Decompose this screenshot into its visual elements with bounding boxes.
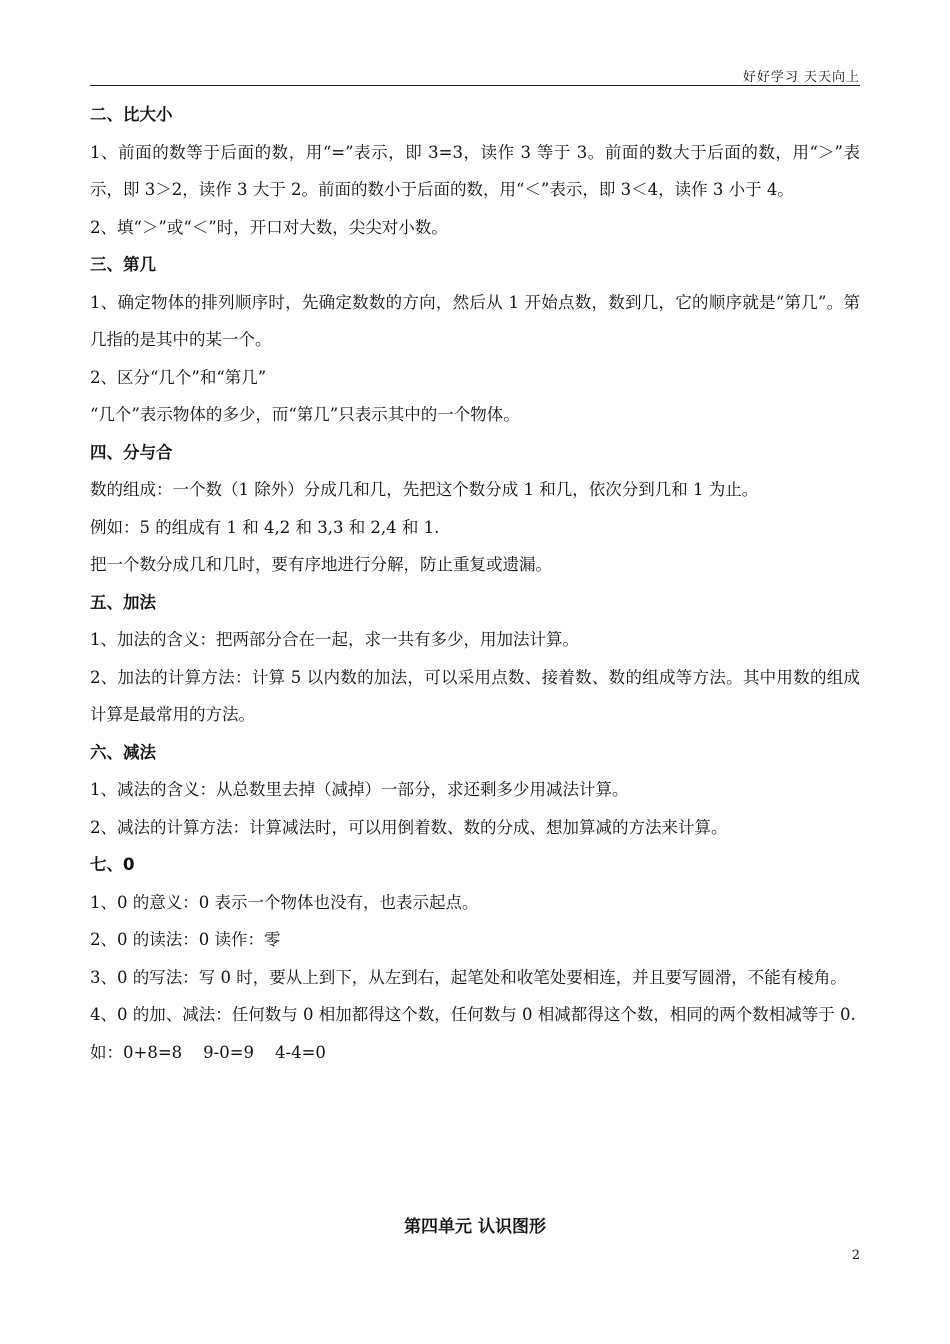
page-header-text: 好好学习 天天向上	[742, 70, 860, 85]
paragraph: 如：0+8=8 9-0=9 4-4=0	[90, 1042, 326, 1062]
paragraph: 2、区分“几个”和“第几”	[90, 367, 267, 387]
section-heading: 五、加法	[90, 592, 156, 612]
paragraph: 4、0 的加、减法：任何数与 0 相加都得这个数，任何数与 0 相减都得这个数，相同的两个数相减等于 0.	[90, 1005, 856, 1024]
paragraph: 2、填“＞”或“＜”时，开口对大数，尖尖对小数。	[90, 217, 448, 237]
paragraph: 1、加法的含义：把两部分合在一起，求一共有多少，用加法计算。	[90, 630, 579, 649]
paragraph: 1、前面的数等于后面的数，用“=”表示，即 3=3，读作 3 等于 3。前面的数大于后面的数，用“＞”表示，即 3＞2，读作 3 大于 2。前面的数小于后面的数，用“＜”表示，即 3＜4，读作 3 小于 4。	[90, 142, 860, 199]
section-heading: 四、分与合	[90, 442, 173, 462]
page-number: 2	[851, 1248, 860, 1263]
section-heading: 三、第几	[90, 255, 156, 274]
section-heading: 六、减法	[90, 742, 156, 762]
paragraph: 2、减法的计算方法：计算减法时，可以用倒着数、数的分成、想加算减的方法来计算。	[90, 817, 728, 837]
section-heading: 二、比大小	[90, 105, 173, 124]
paragraph: 例如：5 的组成有 1 和 4,2 和 3,3 和 2,4 和 1.	[90, 517, 440, 537]
paragraph: 1、确定物体的排列顺序时，先确定数数的方向，然后从 1 开始点数，数到几，它的顺序就是“第几”。第几指的是其中的某一个。	[90, 292, 860, 349]
paragraph: 1、0 的意义：0 表示一个物体也没有，也表示起点。	[90, 892, 479, 912]
paragraph: 数的组成：一个数（1 除外）分成几和几，先把这个数分成 1 和几，依次分到几和 1 为止。	[90, 480, 759, 499]
section-heading: 七、0	[90, 855, 135, 874]
paragraph: 2、0 的读法：0 读作：零	[90, 930, 281, 949]
unit-title: 第四单元 认识图形	[404, 1217, 546, 1237]
document-body	[90, 96, 860, 1071]
paragraph: “几个”表示物体的多少，而“第几”只表示其中的一个物体。	[90, 405, 520, 424]
paragraph: 2、加法的计算方法：计算 5 以内数的加法，可以采用点数、接着数、数的组成等方法。其中用数的组成计算是最常用的方法。	[90, 667, 860, 724]
paragraph: 1、减法的含义：从总数里去掉（减掉）一部分，求还剩多少用减法计算。	[90, 780, 629, 799]
header-divider	[90, 85, 860, 86]
paragraph: 把一个数分成几和几时，要有序地进行分解，防止重复或遗漏。	[90, 555, 552, 574]
paragraph: 3、0 的写法：写 0 时，要从上到下，从左到右，起笔处和收笔处要相连，并且要写圆滑，不能有棱角。	[90, 967, 847, 987]
